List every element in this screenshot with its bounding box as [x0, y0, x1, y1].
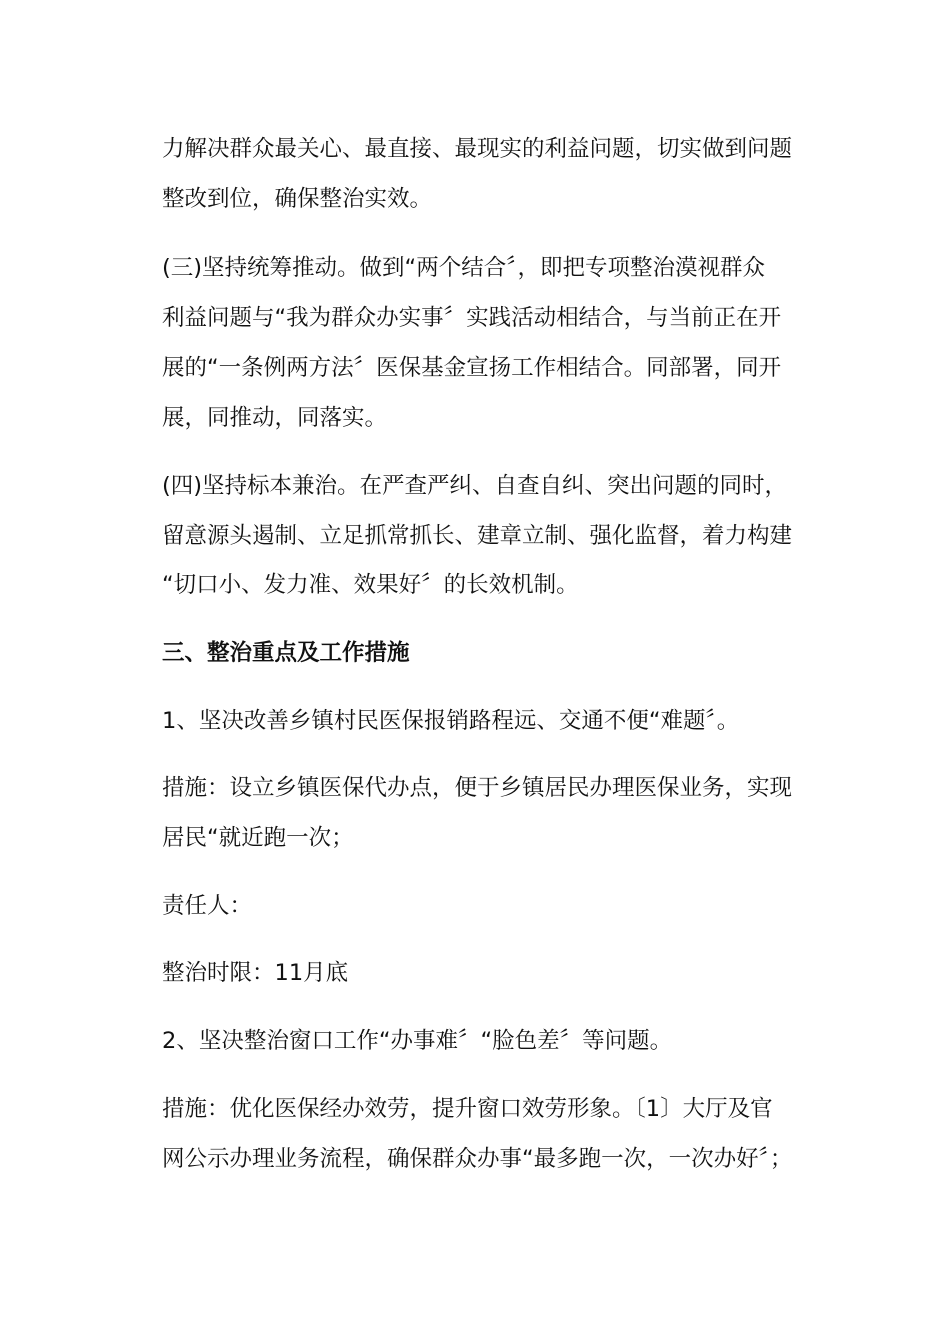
- paragraph-line: “切口小、发力准、效果好〞的长效机制。: [162, 572, 579, 598]
- measure-line: 网公示办理业务流程，确保群众办事“最多跑一次，一次办好〞；: [162, 1146, 793, 1172]
- paragraph-line: (三)坚持统筹推动。做到“两个结合〞，即把专项整治漠视群众: [162, 255, 765, 281]
- paragraph-line: 留意源头遏制、立足抓常抓长、建章立制、强化监督，着力构建: [162, 523, 793, 549]
- responsible-person: 责任人：: [162, 893, 253, 919]
- paragraph-line: (四)坚持标本兼治。在严查严纠、自查自纠、突出问题的同时，: [162, 473, 788, 499]
- section-heading: 三、整治重点及工作措施: [162, 640, 410, 666]
- measure-line: 居民“就近跑一次；: [162, 825, 354, 851]
- paragraph-line: 展的“一条例两方法〞医保基金宣扬工作相结合。同部署，同开: [162, 355, 782, 381]
- measure-line: 措施：优化医保经办效劳，提升窗口效劳形象。〔1〕大厅及官: [162, 1096, 773, 1122]
- item-title: 2、坚决整治窗口工作“办事难〞“脸色差〞等问题。: [162, 1028, 673, 1054]
- paragraph-line: 利益问题与“我为群众办实事〞实践活动相结合，与当前正在开: [162, 305, 782, 331]
- paragraph-line: 力解决群众最关心、最直接、最现实的利益问题，切实做到问题: [162, 136, 793, 162]
- item-title: 1、坚决改善乡镇村民医保报销路程远、交通不便“难题〞。: [162, 708, 740, 734]
- paragraph-line: 整改到位，确保整治实效。: [162, 186, 433, 212]
- deadline: 整治时限：11月底: [162, 960, 349, 986]
- measure-line: 措施：设立乡镇医保代办点，便于乡镇居民办理医保业务，实现: [162, 775, 793, 801]
- paragraph-line: 展，同推动，同落实。: [162, 405, 388, 431]
